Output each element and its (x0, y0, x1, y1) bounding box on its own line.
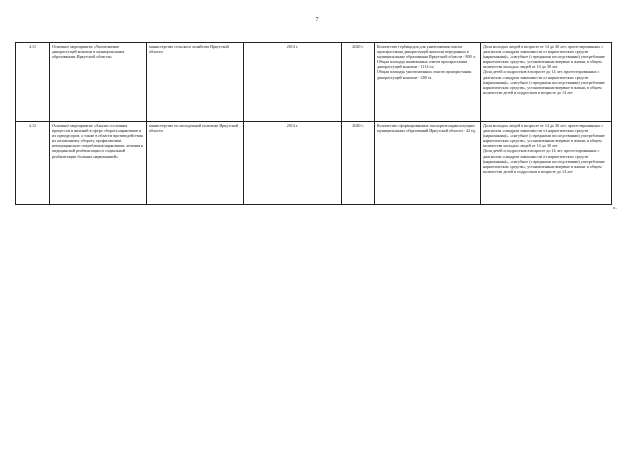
results-cell (481, 122, 612, 205)
event-name: Основное мероприятие «Анализ состояния процессов и явлений в сфере оборота наркотиков и их прекурсоров, а также в области противодействия их незаконному обороту, профилактики немедицинского потребления наркотиков, лечения и медицинской реабилитации и социальной реабилитации больных наркоманией» (50, 122, 147, 205)
indicators-cell (375, 122, 481, 205)
end-year: 2020 г. (342, 43, 375, 122)
indicators-cell (375, 43, 481, 122)
executor: министерство по молодежной политике Иркутской области (147, 122, 244, 205)
program-events-table (15, 42, 612, 205)
result-text: Доля детей и подростков в возрасте до 14 лет, протестированных с диагнозом «синдром зависимости от наркотических средств (наркомания)», «пагубное (с вредными последствиями) употребление наркотических средств», установленным впервые в жизни, в общем количестве детей и подростков в возрасте до 14 лет (483, 69, 605, 95)
row-number: 4.12 (16, 122, 50, 205)
executor: министерство сельского хозяйства Иркутской области (147, 43, 244, 122)
results-cell (481, 43, 612, 122)
indicator-text: Общая площадь уничтоженных очагов произрастания дикорастущей конопли - 200 га (377, 69, 472, 80)
result-text: Доля молодых людей в возрасте от 14 до 30 лет, протестированных с диагнозом «синдром зависимости от наркотических средств (наркомания)», «пагубное (с вредными последствиями) употребление наркотических средств», установленным впервые в жизни, в общем количестве молодых людей от 14 до 30 лет (483, 44, 605, 70)
result-text: Доля детей и подростков в возрасте до 14 лет, протестированных с диагнозом «синдром зависимости от наркотических средств (наркомания)», «пагубное (с вредными последствиями) употребление наркотических средств», установленным впервые в жизни, в общем количестве детей и подростков в возрасте до 14 лет (483, 148, 605, 174)
closing-quote-mark: ». (613, 206, 617, 211)
start-year: 2014 г. (244, 122, 342, 205)
table-row (16, 43, 612, 122)
end-year: 2020 г. (342, 122, 375, 205)
indicator-text: Количество гербицидов для уничтожения очагов произрастания дикорастущей конопли переданных в муниципальные образования Иркутской области - 800 л. (377, 44, 476, 60)
indicator-text: Общая площадь выявленных очагов произрастания дикорастущей конопли - 1114 га; (377, 59, 467, 70)
table-row (16, 122, 612, 205)
result-text: Доля молодых людей в возрасте от 14 до 30 лет, протестированных с диагнозом «синдром зависимости от наркотических средств (наркомания)», «пагубное (с вредными последствиями) употребление наркотических средств», установленным впервые в жизни, в общем количестве молодых людей от 14 до 30 лет (483, 123, 605, 149)
row-number: 4.11 (16, 43, 50, 122)
event-name: Основное мероприятие «Уничтожение дикорастущей конопли в муниципальных образованиях Иркутской области» (50, 43, 147, 122)
start-year: 2014 г. (244, 43, 342, 122)
indicator-text: Количество сформированных паспортов наркоситуации муниципальных образований Иркутской области - 42 ед. (377, 123, 477, 134)
page-number: 7 (315, 17, 319, 23)
